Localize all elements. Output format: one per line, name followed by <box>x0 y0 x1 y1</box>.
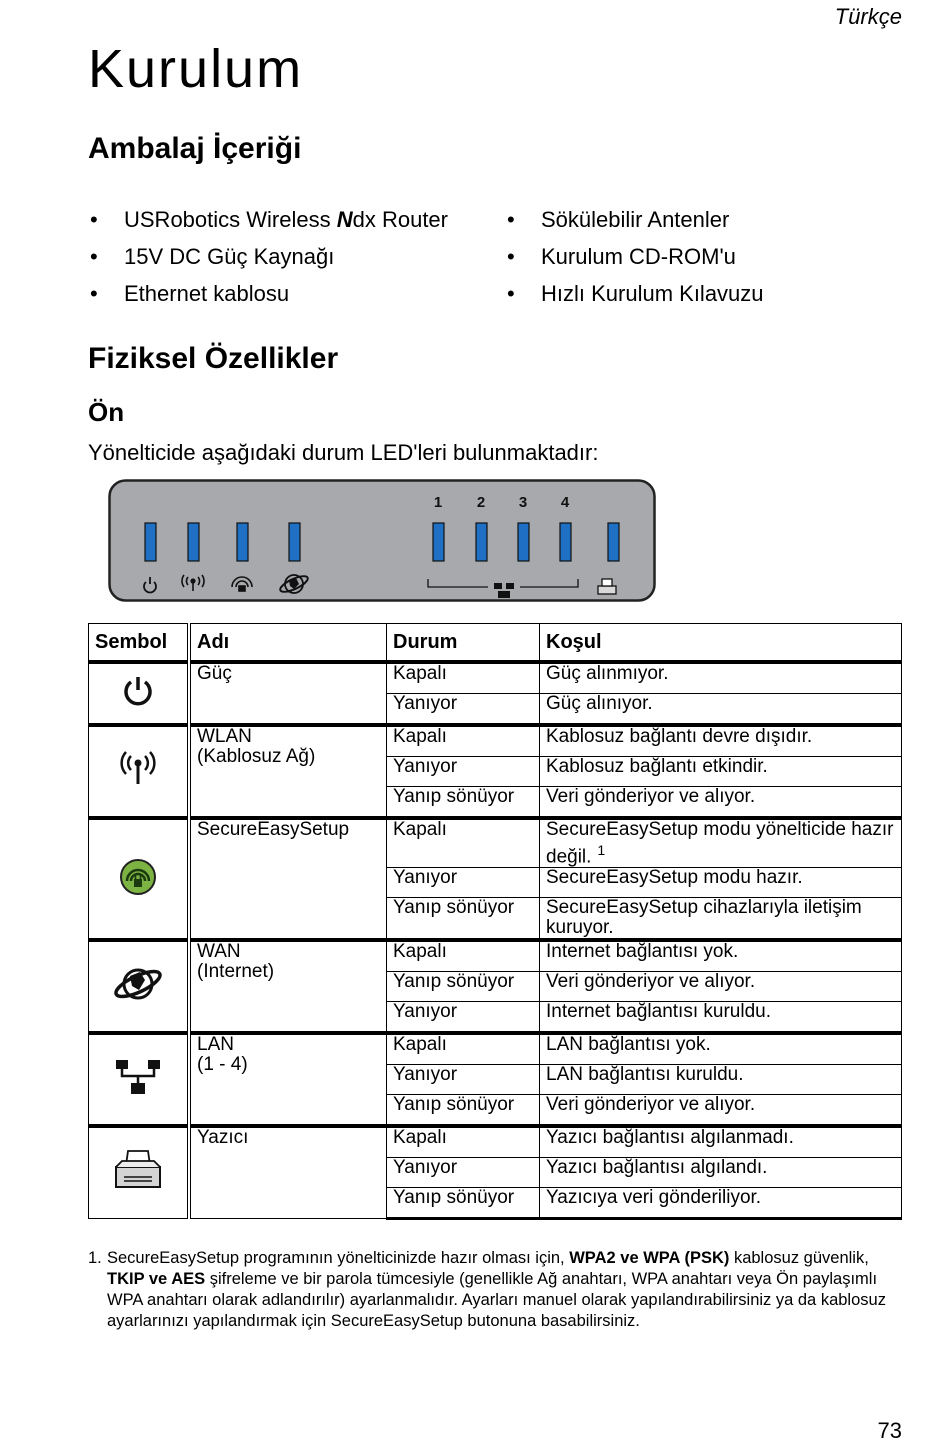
led-condition-text: Güç alınıyor. <box>546 693 653 714</box>
symbol-cell <box>89 1126 190 1219</box>
led-condition <box>540 1065 902 1095</box>
printer-icon <box>112 1179 164 1200</box>
led-condition-text: Internet bağlantısı yok. <box>546 941 739 963</box>
front-heading: Ön <box>88 397 125 427</box>
led-condition-text: LAN bağlantısı kuruldu. <box>546 1064 744 1086</box>
symbol-cell <box>89 940 190 1033</box>
wireless-icon <box>118 773 158 794</box>
led-status: Yanıp sönüyor <box>387 787 540 819</box>
led-name: SecureEasySetup <box>189 818 387 940</box>
language-label: Türkçe <box>834 4 902 29</box>
footnote-emphasis: TKIP ve AES <box>107 1270 206 1288</box>
symbol-cell <box>89 725 190 818</box>
led-condition-text: SecureEasySetup cihazlarıyla iletişim kuruyor. <box>546 897 862 939</box>
led-condition <box>540 1002 902 1034</box>
led-condition <box>540 1033 902 1065</box>
led-condition-text: LAN bağlantısı yok. <box>546 1034 711 1056</box>
footnote-segment: kablosuz güvenlik, <box>729 1249 869 1267</box>
led-name: Yazıcı <box>189 1126 387 1219</box>
led-condition-text: Kablosuz bağlantı devre dışıdır. <box>546 726 813 747</box>
led-status-table <box>88 623 902 1220</box>
led-condition-text: Internet bağlantısı kuruldu. <box>546 1001 771 1023</box>
bullet-icon: • <box>507 207 515 232</box>
led-name: Güç <box>189 662 387 725</box>
led-condition <box>540 818 902 868</box>
status-led <box>608 523 619 561</box>
bullet-icon: • <box>90 244 98 269</box>
led-condition <box>540 757 902 787</box>
port-number-label: 2 <box>476 494 486 511</box>
package-list-right <box>505 205 764 316</box>
bullet-icon: • <box>90 281 98 306</box>
led-status: Kapalı <box>387 725 540 757</box>
physical-features-heading: Fiziksel Özellikler <box>88 342 339 375</box>
status-led <box>560 523 571 561</box>
led-status: Yanıyor <box>387 1065 540 1095</box>
led-condition-text: Veri gönderiyor ve alıyor. <box>546 971 756 993</box>
status-led <box>289 523 300 561</box>
led-name: WLAN (Kablosuz Ağ) <box>189 725 387 818</box>
package-item-bold: N <box>336 207 353 232</box>
package-item-suffix: dx Router <box>352 207 448 232</box>
status-led <box>145 523 156 561</box>
footnote-number: 1. <box>88 1249 102 1267</box>
router-front-panel <box>108 479 656 602</box>
package-item-label: 15V DC Güç Kaynağı <box>124 244 335 269</box>
led-status: Yanıyor <box>387 1158 540 1188</box>
port-number-label: 3 <box>518 494 528 511</box>
led-condition-text: SecureEasySetup modu yönelticide hazır değil. <box>546 819 894 868</box>
led-intro-text: Yönelticide aşağıdaki durum LED'leri bulunmaktadır: <box>88 440 599 465</box>
port-number-label: 4 <box>560 494 570 511</box>
package-list-left <box>88 205 448 316</box>
led-status: Yanıyor <box>387 694 540 726</box>
secure-easy-setup-icon <box>118 881 158 902</box>
footnote-segment: şifreleme ve bir parola tümcesiyle (genellikle Ağ anahtarı, WPA anahtarı veya Ön paylaşımlı WPA anahtarı olarak adlandırılır) ayarlanmalıdır. Ayarları manuel olarak yapılandırabilirsiniz ya da kablosuz ayarlarınızı yapılandırmak için SecureEasySetup butonuna basabilirsiniz. <box>107 1270 886 1330</box>
status-led <box>433 523 444 561</box>
led-condition-text: Yazıcı bağlantısı algılanmadı. <box>546 1127 794 1149</box>
symbol-cell <box>89 662 190 725</box>
led-status: Yanıp sönüyor <box>387 972 540 1002</box>
header-condition: Koşul <box>540 624 902 663</box>
led-condition-text: Kablosuz bağlantı etkindir. <box>546 756 768 777</box>
bullet-icon: • <box>507 244 515 269</box>
led-condition <box>540 787 902 819</box>
led-condition <box>540 972 902 1002</box>
table-row <box>89 1126 902 1158</box>
footnote <box>88 1248 888 1332</box>
led-condition <box>540 1158 902 1188</box>
package-item <box>88 242 448 279</box>
led-condition-text: Veri gönderiyor ve alıyor. <box>546 786 756 807</box>
footnote-text <box>107 1248 888 1332</box>
led-condition <box>540 1095 902 1127</box>
package-item-label: USRobotics Wireless <box>124 207 337 232</box>
led-condition-text: Güç alınmıyor. <box>546 663 669 684</box>
led-status: Kapalı <box>387 940 540 972</box>
led-status: Yanıp sönüyor <box>387 1188 540 1219</box>
led-status: Yanıyor <box>387 757 540 787</box>
led-status: Yanıp sönüyor <box>387 1095 540 1127</box>
led-status: Kapalı <box>387 1033 540 1065</box>
page-title: Kurulum <box>88 39 304 99</box>
led-condition-text: Veri gönderiyor ve alıyor. <box>546 1094 756 1116</box>
led-name: WAN (Internet) <box>189 940 387 1033</box>
status-led <box>476 523 487 561</box>
package-item-label: Ethernet kablosu <box>124 281 290 306</box>
led-status: Yanıyor <box>387 1002 540 1034</box>
lan-network-icon <box>113 1081 163 1102</box>
package-item <box>88 205 448 242</box>
page-number: 73 <box>877 1418 902 1443</box>
led-condition-text: Yazıcı bağlantısı algılandı. <box>546 1157 768 1179</box>
bullet-icon: • <box>90 207 98 232</box>
table-row <box>89 1033 902 1065</box>
footnote-segment: SecureEasySetup programının yönelticinizde hazır olması için, <box>107 1249 570 1267</box>
power-icon <box>121 692 155 713</box>
package-item <box>505 279 764 316</box>
status-led <box>518 523 529 561</box>
header-symbol: Sembol <box>89 624 190 663</box>
led-status: Yanıyor <box>387 868 540 898</box>
status-led <box>188 523 199 561</box>
led-condition <box>540 940 902 972</box>
led-condition <box>540 898 902 941</box>
internet-globe-icon <box>112 990 164 1011</box>
led-condition <box>540 725 902 757</box>
port-number-label: 1 <box>433 494 443 511</box>
status-led <box>237 523 248 561</box>
led-condition <box>540 662 902 694</box>
led-condition-text: SecureEasySetup modu hazır. <box>546 867 803 889</box>
package-item <box>505 205 764 242</box>
led-condition <box>540 694 902 726</box>
package-item-label: Kurulum CD-ROM'u <box>541 244 736 269</box>
led-condition <box>540 1188 902 1219</box>
package-item-label: Hızlı Kurulum Kılavuzu <box>541 281 764 306</box>
header-status: Durum <box>387 624 540 663</box>
led-condition-text: Yazıcıya veri gönderiliyor. <box>546 1187 762 1209</box>
led-status: Kapalı <box>387 818 540 868</box>
package-item <box>88 279 448 316</box>
table-row <box>89 940 902 972</box>
footnote-ref: 1 <box>597 842 606 858</box>
table-row <box>89 818 902 868</box>
package-item <box>505 242 764 279</box>
package-contents-heading: Ambalaj İçeriği <box>88 132 302 165</box>
table-row <box>89 662 902 694</box>
led-status: Yanıp sönüyor <box>387 898 540 941</box>
symbol-cell <box>89 818 190 940</box>
led-status: Kapalı <box>387 1126 540 1158</box>
bullet-icon: • <box>507 281 515 306</box>
header-name: Adı <box>189 624 387 663</box>
footnote-emphasis: WPA2 ve WPA (PSK) <box>569 1249 730 1267</box>
table-row <box>89 725 902 757</box>
led-condition <box>540 868 902 898</box>
symbol-cell <box>89 1033 190 1126</box>
led-status: Kapalı <box>387 662 540 694</box>
package-item-label: Sökülebilir Antenler <box>541 207 730 232</box>
led-condition <box>540 1126 902 1158</box>
led-name: LAN (1 - 4) <box>189 1033 387 1126</box>
